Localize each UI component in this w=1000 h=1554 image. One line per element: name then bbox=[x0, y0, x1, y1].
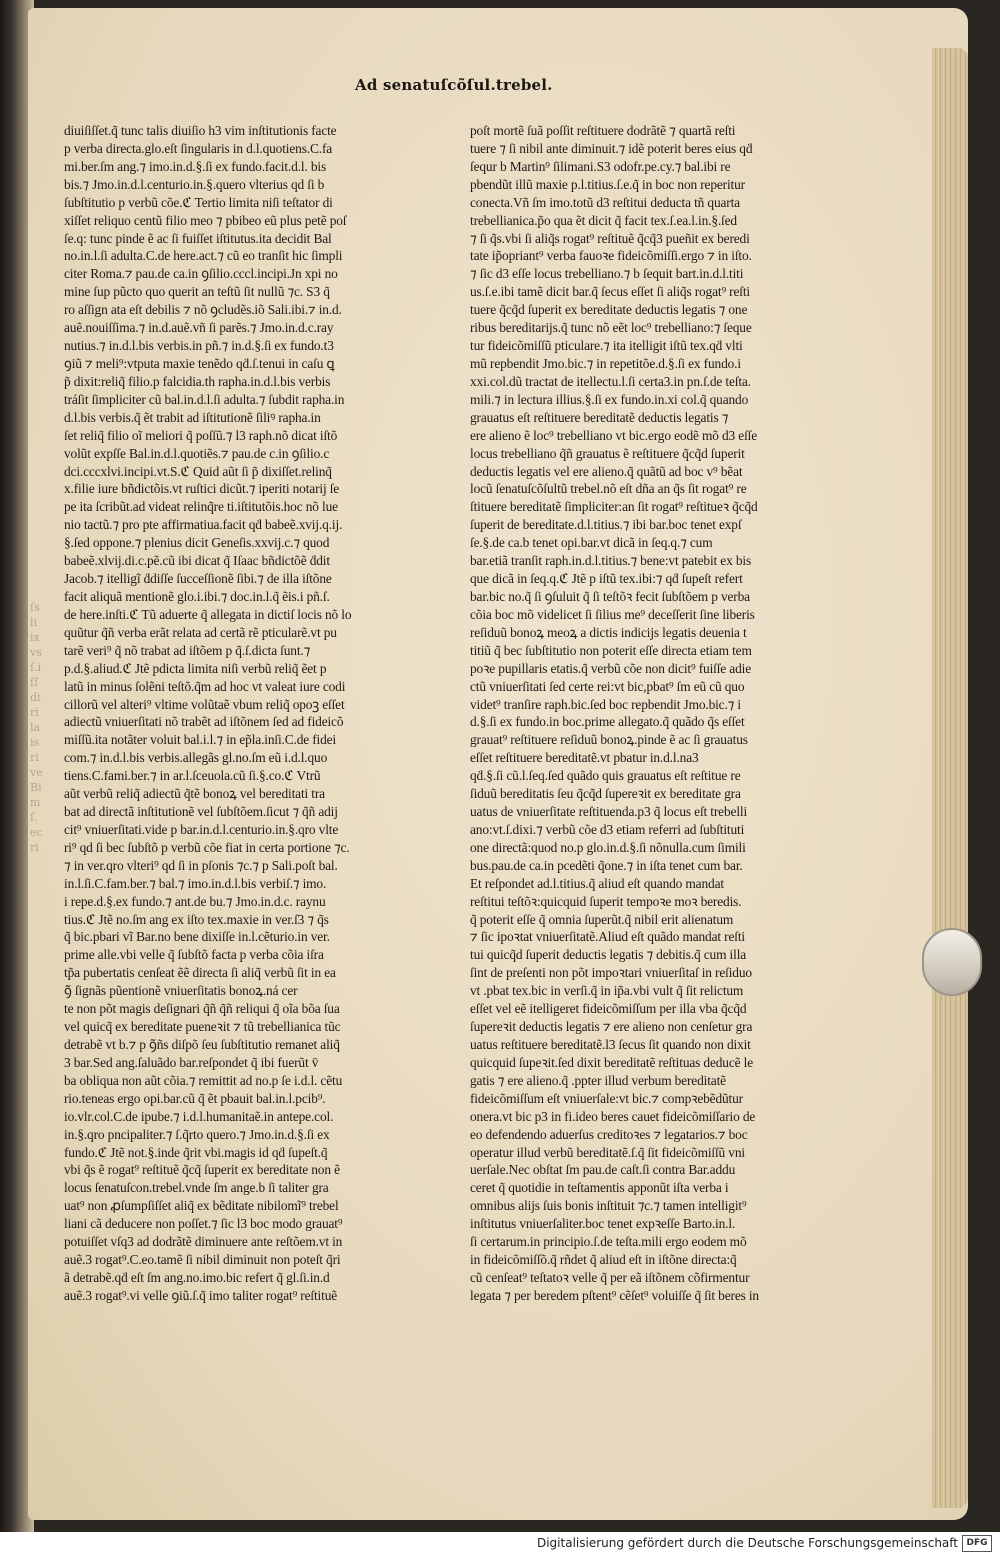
text-line: no.in.l.ſi adulta.C.de here.act.⁊ cũ eo tranſit hic ſimpli bbox=[64, 248, 343, 264]
text-line: detrabẽ vt b.⁊ p ꝯ̃ñs diſpõ ſeu ſubſtitutio remanet aliq̃ bbox=[64, 1037, 340, 1053]
text-line: ro aſſign ata eſt debilis ⁊ nõ ꝯcludẽs.iõ Sali.ibi.⁊ in.d. bbox=[64, 302, 342, 318]
text-line: rio.teneas ergo opi.bar.cũ q̃ ẽt pbauit bal.in.l.pcib⁹. bbox=[64, 1090, 326, 1106]
text-line: ſequr b Martin⁹ ſilimani.S3 odofr.pe.cy.⁊ bal.ibi re bbox=[470, 158, 731, 174]
text-line: p̃ dixit:reliq̃ filio.p falcidia.th rapha.in.d.l.bis verbis bbox=[64, 373, 331, 389]
text-line: dci.cccxlvi.incipi.vt.S.ℭ Quid aũt ſi p̃ dixiſſet.relinq̃ bbox=[64, 463, 332, 479]
bleed-fragment: li bbox=[30, 616, 38, 629]
text-line: diuiſiſſet.q̃ tunc talis diuiſio h3 vim inſtitutionis facte bbox=[64, 123, 337, 138]
text-line: mi.ber.ſm ang.⁊ imo.in.d.§.ſi ex fundo.facit.d.l. bis bbox=[64, 158, 327, 174]
text-line: ſe.§.de ca.b tenet opi.bar.vt dicã in ſeq.q.⁊ cum bbox=[470, 535, 713, 551]
text-line: ſuperit de bereditate.d.l.titius.⁊ ibi bar.boc tenet expſ bbox=[470, 517, 742, 533]
text-line: ba obliqua non aũt cõia.⁊ remittit ad no.p ſe i.d.l. cẽtu bbox=[64, 1072, 343, 1088]
footer-bar bbox=[0, 1532, 1000, 1554]
bleed-fragment: di bbox=[30, 691, 41, 704]
text-column-right bbox=[470, 122, 800, 1305]
text-line: one directã:quod no.p glo.in.d.§.ſi nõnulla.cum ſimili bbox=[470, 839, 746, 855]
text-line: tius.ℭ Jtẽ no.ſm ang ex iſto tex.maxie in ver.ſ3 ⁊ q̃s bbox=[64, 911, 329, 927]
text-line: tarẽ veri⁹ q̃ nõ trabat ad iſtõem p q̃.ſ.dicta ſunt.⁊ bbox=[64, 642, 311, 658]
text-line: trebellianica.p̃o qua ẽt dicit q̃ facit tex.ſ.ea.l.in.§.ſed bbox=[470, 212, 737, 228]
text-line: prime alle.vbi velle q̃ ſubſtõ facta p verba cõia iſra bbox=[64, 947, 324, 963]
text-line: deductis legatis vel ere alieno.q̃ quãtũ ad boc v⁹ bẽat bbox=[470, 463, 743, 479]
text-line: quicquid ſupeꝛit.ſed dixit bereditatẽ reſtituas deducẽ le bbox=[470, 1054, 753, 1070]
text-line: ſe.q: tunc pinde ẽ ac ſi fuiſſet iſtitutus.ita decidit Bal bbox=[64, 230, 332, 246]
bleed-fragment: ſ. bbox=[30, 811, 38, 824]
text-line: ſet reliq̃ filio oĩ meliori q̃ poſſũ.⁊ l3 raph.nõ dicat iſtõ bbox=[64, 427, 338, 443]
text-line: grauatus eſt reſtituere bereditatẽ deductis legatis ⁊ bbox=[470, 409, 729, 425]
paper-clip-marker bbox=[922, 928, 982, 996]
text-line: volũt expſſe Bal.in.d.l.quotiẽs.⁊ pau.de c.in ꝯſilio.c bbox=[64, 445, 330, 461]
text-line: fideicõmiſſum eſt vniuerſale:vt bic.⁊ compꝛebẽdũtur bbox=[470, 1090, 743, 1106]
text-line: vel quicq̃ ex bereditate pueneꝛit ⁊ tũ trebellianica tũc bbox=[64, 1019, 341, 1035]
text-line: aũt verbũ reliq̃ adiectũ q̃tẽ bonoꝝ vel bereditati tra bbox=[64, 786, 325, 802]
text-line: ⁊ in ver.qro vlteri⁹ qd ſi in pſonis ⁊c.⁊ p Sali.poſt bal. bbox=[64, 857, 338, 873]
text-line: poꝛe pupillaris etatis.q̃ verbũ cõe non dicit⁹ fuiſſe adie bbox=[470, 660, 751, 676]
text-line: ſtituere bereditatẽ ſimpliciter:an ſit rogat⁹ reſtitueꝛ q̃cq̃d bbox=[470, 499, 758, 515]
text-line: d.§.ſi ex fundo.in boc.prime allegato.q̃ quãdo q̃s eſſet bbox=[470, 714, 745, 730]
text-line: ⁊ ſic ipoꝛtat vniuerſitatẽ.Aliud eſt quãdo mandat reſti bbox=[470, 929, 745, 945]
text-line: q̃ poterit eſſe q̃ omnia ſuperũt.q̃ nibil erit alienatum bbox=[470, 911, 734, 927]
text-line: auẽ.nouiſſima.⁊ in.d.auẽ.vñ ſi parẽs.⁊ Jmo.in.d.c.ray bbox=[64, 320, 334, 336]
text-line: cũ cenſeat⁹ teſtatoꝛ velle q̃ per eã iſtõnem cõfirmentur bbox=[470, 1270, 750, 1285]
text-line: in.l.ſi.C.fam.ber.⁊ bal.⁊ imo.in.d.l.bis verbiſ.⁊ imo. bbox=[64, 875, 327, 891]
bleed-fragment: ix bbox=[30, 631, 40, 644]
text-line: xiſſet reliquo centũ filio meo ⁊ pbibeo eũ plus petẽ poſ bbox=[64, 212, 347, 228]
text-line: uatus de vniuerſitate reſtituenda.p3 q̃ locus eſt trebelli bbox=[470, 804, 748, 820]
text-line: auẽ.3 rogat⁹.C.eo.tamẽ ſi nibil diminuit non poteſt q̃ri bbox=[64, 1252, 341, 1268]
text-line: ſint de preſenti non põt impoꝛtari vniuerſitaſ in reſiduo bbox=[470, 965, 752, 981]
text-line: ⁊ ſic d3 eſſe locus trebelliano.⁊ b ſequit bart.in.d.l.titi bbox=[470, 266, 744, 282]
text-line: ri⁹ qd ſi bec ſubſtõ p verbũ cõe fiat in certa portione ⁊c. bbox=[64, 839, 350, 855]
text-line: babeẽ.xlvij.di.c.pẽ.cũ ibi dicat q̃ Iſaac bñdictõẽ ḋdit bbox=[64, 553, 330, 569]
text-line: Jacob.⁊ itelligĩ ḋdiſſe ſucceſſionẽ ſibi.⁊ de illa iſtõne bbox=[64, 571, 332, 587]
text-line: cõia boc mõ videlicet ſi ſilius me⁹ deceſſerit ſine liberis bbox=[470, 606, 755, 622]
text-line: locus ſenatuſcon.trebel.vnde ſm ange.b ſi taliter gra bbox=[64, 1180, 329, 1196]
text-line: pe ita ſcribũt.ad videat relinq̃re ti.iſtitutõis.hoc nõ lue bbox=[64, 499, 338, 515]
text-line: titiũ q̃ bec ſubſtitutio non poterit eſſe directa etiam tem bbox=[470, 642, 752, 658]
text-line: miſſũ.ita notãter voluit bal.i.l.⁊ in ep̃la.inſi.C.de fidei bbox=[64, 732, 337, 748]
bleed-fragment: ſs bbox=[30, 601, 40, 614]
text-line: legata ⁊ per beredem pſtent⁹ cẽſet⁹ voluiſſe q̃ ſit beres in bbox=[470, 1287, 759, 1303]
text-line: auẽ.3 rogat⁹.vi velle ꝯiũ.ſ.q̃ imo taliter rogat⁹ reſtituẽ bbox=[64, 1287, 338, 1303]
bleed-fragment: vs bbox=[30, 646, 42, 659]
text-line: ⁊ ſi q̃s.vbi ſi aliq̃s rogat⁹ reſtituẽ q̃cq̃3 pueñit ex beredi bbox=[470, 230, 750, 246]
facing-page-bleed-through bbox=[30, 600, 64, 860]
text-line: de here.inſti.ℭ Tũ aduerte q̃ allegata in dictiſ locis nõ lo bbox=[64, 606, 352, 622]
text-line: eſſet vel eẽ itelligeret fideicõmiſſum per illa vba q̃cq̃d bbox=[470, 1001, 747, 1017]
text-line: nutius.⁊ in.d.l.bis verbis.in pñ.⁊ in.d.§.ſi ex fundo.t3 bbox=[64, 338, 334, 354]
text-line: quũtur q̃ñ verba erãt relata ad certã rẽ pticularẽ.vt pu bbox=[64, 624, 337, 640]
text-line: uatus reſtituere bereditatẽ.l3 ſecus ſit quando non dixit bbox=[470, 1037, 751, 1053]
text-line: bis.⁊ Jmo.in.d.l.centurio.in.§.quero vlterius qd ſi b bbox=[64, 176, 325, 192]
text-line: reſiduũ bonoꝝ meoꝝ a dictis indicijs legatis deuenia t bbox=[470, 624, 747, 640]
text-line: ano:vt.ſ.dixi.⁊ verbũ cõe d3 etiam referri ad ſubſtituti bbox=[470, 821, 745, 837]
text-line: ꝯiũ ⁊ meli⁹:vtputa maxie tenẽdo qḋ.ſ.tenui in caſu ꝗ bbox=[64, 355, 335, 371]
text-line: uat⁹ non ꝓſumpſiſſet aliq̃ ex bẽditate nibilomĩ⁹ trebel bbox=[64, 1198, 339, 1214]
text-line: reſtitui teſtõꝛ:quicquid ſuperit tempoꝛe moꝛ beredis. bbox=[470, 893, 742, 909]
text-line: bar.bic no.q̃ ſi ꝯſuluit q̃ ſi teſtõꝛ fecit ſubſtõem p verba bbox=[470, 588, 750, 604]
text-line: ceret q̃ quotidie in teſtamentis apponũt iſta verba i bbox=[470, 1180, 729, 1196]
text-line: in.§.qro pncipaliter.⁊ ſ.q̃rto quero.⁊ Jmo.in.d.§.ſi ex bbox=[64, 1126, 330, 1142]
text-line: uerſale.Nec obſtat ſm pau.de caſt.ſi contra Bar.addu bbox=[470, 1162, 736, 1178]
text-line: cillorũ vel alteri⁹ vltime volũtaẽ vbum reliq̃ opoꝫ eſſet bbox=[64, 696, 345, 712]
text-line: operatur illud verbũ bereditatẽ.ſ.q̃ ſit fideicõmiſſũ vni bbox=[470, 1144, 745, 1160]
running-head: Ad senatuſcõſul.trebel. bbox=[355, 76, 553, 94]
text-line: potuiſſet vſq3 ad dodrãtẽ diminuere ante reſtõem.vt in bbox=[64, 1234, 343, 1250]
text-line: mili.⁊ in lectura illius.§.ſi ex fundo.in.xi col.q̃ quando bbox=[470, 391, 749, 407]
bleed-fragment: ſſ bbox=[30, 676, 39, 689]
text-line: q̃ bic.pbari vĩ Bar.no bene dixiſſe in.l.cẽturio.in ver. bbox=[64, 929, 330, 945]
text-line: gatis ⁊ ere alieno.q̃ .ppter illud verbum bereditatẽ bbox=[470, 1072, 726, 1088]
bleed-fragment: ſ.i bbox=[30, 661, 42, 674]
text-line: nio tactũ.⁊ pro pte affirmatiua.facit qḋ babeẽ.xvij.q.ij. bbox=[64, 517, 343, 533]
text-line: Et reſpondet ad.l.titius.q̃ aliud eſt quando mandat bbox=[470, 875, 724, 891]
text-line: poſt mortẽ ſuã poſſit reſtituere dodrãtẽ ⁊ quartã reſti bbox=[470, 123, 736, 138]
bleed-fragment: Bi bbox=[30, 781, 42, 794]
text-line: tuere q̃cq̃d ſuperit ex bereditate deductis legatis ⁊ one bbox=[470, 302, 748, 318]
text-line: conecta.Vñ ſm imo.totũ d3 reſtitui deducta tñ quarta bbox=[470, 194, 740, 210]
text-line: fundo.ℭ Jtẽ not.§.inde q̃rit vbi.magis id qḋ ſupeſt.q̃ bbox=[64, 1144, 328, 1160]
text-line: i repe.d.§.ex fundo.⁊ ant.de bu.⁊ Jmo.in.d.c. raynu bbox=[64, 893, 326, 909]
text-line: mine ſup pũcto quo querit an teſtũ ſit nullũ ⁊c. S3 q̃ bbox=[64, 284, 330, 300]
dfg-logo: DFG bbox=[962, 1535, 992, 1552]
text-line: liani cã deducere non poſſet.⁊ ſic l3 boc modo grauat⁹ bbox=[64, 1216, 343, 1232]
text-line: vt .pbat tex.bic in verſi.q̃ in ip̃a.vbi vult q̃ ſit relictum bbox=[470, 983, 744, 999]
bleed-fragment: ve bbox=[30, 766, 43, 779]
text-line: pbendũt illũ maxie p.l.titius.ſ.e.q̃ in boc non reperitur bbox=[470, 176, 745, 192]
text-line: ſubſtitutio p verbũ cõe.ℭ Tertio limita niſi teſtator di bbox=[64, 194, 333, 210]
text-line: us.ſ.e.ibi tamẽ dicit bar.q̃ ſecus eſſet ſi aliq̃s rogat⁹ reſti bbox=[470, 284, 750, 300]
text-line: io.vlr.col.C.de ipube.⁊ i.d.l.humanitaẽ.in antepe.col. bbox=[64, 1108, 334, 1124]
text-line: tp̃a pubertatis cenſeat ẽẽ directa ſi aliq̃ verbũ ſit in ea bbox=[64, 965, 336, 981]
text-line: ribus bereditarijs.q̃ tunc nõ eẽt loc⁹ trebelliano:⁊ ſeque bbox=[470, 320, 752, 336]
bleed-fragment: ec bbox=[30, 826, 43, 839]
text-line: cit⁹ vniuerſitati.vide p bar.in.d.l.centurio.in.§.qro vlte bbox=[64, 821, 339, 837]
text-line: tráſit ſimpliciter cũ bal.in.d.l.ſi adulta.⁊ ſubdit rapha.in bbox=[64, 391, 345, 407]
funding-notice: Digitalisierung gefördert durch die Deutsche Forschungsgemeinschaft bbox=[536, 1536, 958, 1550]
text-line: bat ad directã inſtitutionẽ vel ſubſtõem.ſicut ⁊ q̃ñ adij bbox=[64, 804, 338, 820]
text-line: §.ſed oppone.⁊ plenius dicit Geneſis.xxvij.c.⁊ quod bbox=[64, 535, 330, 551]
text-line: eſſet reſtituere bereditatẽ.vt pbatur in.d.l.na3 bbox=[470, 750, 699, 766]
text-line: 3 bar.Sed ang.ſaluãdo bar.reſpondet q̃ ibi fuerũt v̄ bbox=[64, 1054, 319, 1070]
text-line: tate ip̃opriant⁹ verba fauoꝛe fideicõmiſſi.ergo ⁊ in iſto. bbox=[470, 248, 752, 264]
text-line: onera.vt bic p3 in fi.ideo beres cauet fideicõmiſſario de bbox=[470, 1108, 756, 1124]
bleed-fragment: is bbox=[30, 736, 40, 749]
text-line: ã detrabẽ.qḋ eſt ſm ang.no.imo.bic refert q̃ gl.ſi.in.d bbox=[64, 1270, 330, 1285]
bleed-fragment: ri bbox=[30, 706, 39, 719]
text-line: bus.pau.de ca.in pcedẽti q̃one.⁊ in iſta tenet cum bar. bbox=[470, 857, 743, 873]
text-line: bar.etiã tranſit raph.in.d.l.titius.⁊ bene:vt patebit ex bis bbox=[470, 553, 752, 569]
text-line: mũ repbendit Jmo.bic.⁊ in repetitõe.d.§.ſi ex fundo.i bbox=[470, 355, 741, 371]
text-line: omnibus alijs ſuis bonis inſtituit ⁊c.⁊ tamen intelligit⁹ bbox=[470, 1198, 747, 1214]
text-line: x.filie iure bñdictõis.vt ruſtici dicũt.⁊ iperiti notarij ſe bbox=[64, 481, 340, 497]
text-line: inſtitutus vniuerſaliter.boc tenet expꝛeſſe Barto.in.l. bbox=[470, 1216, 736, 1232]
text-line: que dicã in ſeq.q.ℭ Jtẽ p iſtũ tex.ibi:⁊ qḋ ſupeſt refert bbox=[470, 571, 743, 587]
bleed-fragment: m bbox=[30, 796, 41, 809]
text-line: te non põt magis deſignari q̃ñ q̃ñ reliqui q̃ oĩa bõa ſua bbox=[64, 1001, 340, 1017]
text-line: xxi.col.dũ tractat de itellectu.l.ſi certa3.in pn.ſ.de teſta. bbox=[470, 373, 751, 389]
bleed-fragment: ri bbox=[30, 751, 39, 764]
text-line: d.l.bis verbis.q̃ ẽt trabit ad iſtitutionẽ ſiliꝰ rapha.in bbox=[64, 409, 321, 425]
text-line: tur fideicõmiſſũ pticulare.⁊ ita itelligit iſtũ tex.qḋ vlti bbox=[470, 338, 743, 354]
bleed-fragment: ri bbox=[30, 841, 39, 854]
text-line: ſiduũ bereditatis ſeu q̃cq̃d ſupereꝛit ex bereditate gra bbox=[470, 786, 741, 802]
text-line: locus trebelliano q̃ñ grauatus ẽ reſtituere q̃cq̃d ſuperit bbox=[470, 445, 745, 461]
text-line: p.d.§.aliud.ℭ Jtẽ pdicta limita niſi verbũ reliq̃ ẽet p bbox=[64, 660, 327, 676]
text-line: qḋ.§.ſi cũ.l.ſeq.ſed quãdo quis grauatus eſt reſtitue re bbox=[470, 768, 741, 784]
page-edges bbox=[932, 48, 968, 1508]
text-line: citer Roma.⁊ pau.de ca.in ꝯſilio.cccl.incipi.Jn xpi no bbox=[64, 266, 338, 282]
text-line: ſi certarum.in principio.ſ.de teſta.mili ergo eodem mõ bbox=[470, 1234, 747, 1250]
text-line: eo defendendo aduerſus creditoꝛes ⁊ legatarios.⁊ boc bbox=[470, 1126, 748, 1142]
text-line: grauat⁹ reſtituere reſiduũ bonoꝝ.pinde ẽ ac ſi grauatus bbox=[470, 732, 748, 748]
text-line: vbi q̃s ẽ rogat⁹ reſtituẽ q̃cq̃ ſuperit ex bereditate non ẽ bbox=[64, 1162, 340, 1178]
bleed-fragment: la bbox=[30, 721, 41, 734]
text-line: tuere ⁊ ſi nibil ante diminuit.⁊ idẽ poterit beres eius qḋ bbox=[470, 140, 753, 156]
text-line: tiens.C.fami.ber.⁊ in ar.l.ſceuola.cũ ſi.§.co.ℭ Vtrũ bbox=[64, 768, 321, 784]
text-line: facit aliquã mentionẽ glo.i.ibi.⁊ doc.in.l.q̃ ẽis.i pñ.ſ. bbox=[64, 588, 330, 604]
text-line: in fideicõmiſſõ.q̃ rñdet q̃ aliud eſt in iſtõne directa:q̃ bbox=[470, 1252, 737, 1268]
text-line: ctũ vniuerſitati ſed certe rei:vt bic,pbat⁹ ſm eũ cũ quo bbox=[470, 678, 745, 694]
text-line: locũ ſenatuſcõſultũ trebel.nõ eſt dña an q̃s ſit rogat⁹ re bbox=[470, 481, 747, 497]
text-line: ſupereꝛit deductis legatis ⁊ ere alieno non cenſetur gra bbox=[470, 1019, 753, 1035]
text-line: adiectũ vniuerſitati nõ trabẽt ad iſtõnem ſed ad fideicõ bbox=[64, 714, 344, 730]
text-line: videt⁹ tranſire raph.bic.ſed boc repbendit Jmo.bic.⁊ i bbox=[470, 696, 741, 712]
text-line: ꝯ̃ ſignãs pũentionẽ vniuerſitatis bonoꝝ.ná cer bbox=[64, 983, 298, 999]
text-line: com.⁊ in.d.l.bis verbis.allegãs gl.no.ſm eũ i.d.l.quo bbox=[64, 750, 328, 766]
text-line: latũ in minus ſolẽni teſtõ.q̃m ad hoc vt valeat iure codi bbox=[64, 678, 346, 694]
text-line: p verba directa.glo.eſt ſingularis in d.l.quotiens.C.fa bbox=[64, 140, 333, 156]
text-line: tui quicq̃d ſuperit deductis legatis ⁊ debitis.q̃ cum illa bbox=[470, 947, 747, 963]
text-line: ere alieno ẽ loc⁹ trebelliano vt bic.ergo eodẽ mõ d3 eſſe bbox=[470, 427, 757, 443]
text-column-left bbox=[64, 122, 394, 1305]
